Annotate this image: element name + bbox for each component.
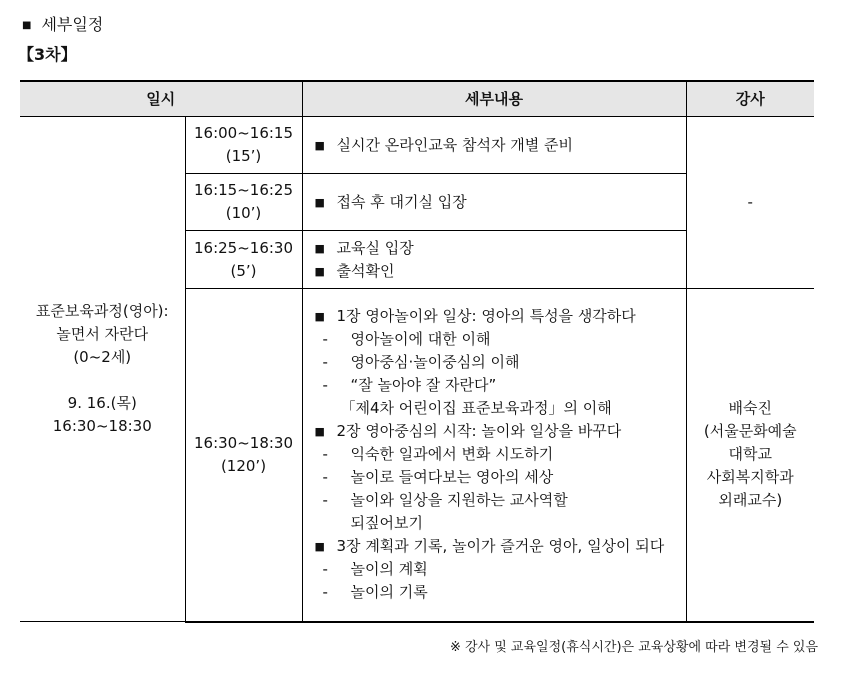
- course-name-line2: 놀면서 자란다: [56, 325, 149, 343]
- instructor-affiliation-3: 사회복지학과: [706, 468, 794, 487]
- list-item: ■ 교육실 입장: [315, 237, 678, 260]
- list-item: - 영아중심·놀이중심의 이해: [315, 351, 678, 374]
- instructor-affiliation-2: 대학교: [728, 445, 772, 464]
- header-details: 세부내용: [302, 81, 686, 117]
- time-duration: (15’): [225, 147, 262, 165]
- time-range: 16:15~16:25: [193, 181, 294, 199]
- header-datetime: 일시: [20, 81, 302, 117]
- course-time: 16:30~18:30: [52, 417, 152, 435]
- table-row: [20, 117, 814, 174]
- table-header-row: [20, 81, 814, 117]
- instructor-affiliation-1: (서울문화예술: [703, 422, 797, 441]
- list-item-continuation: 「제4차 어린이집 표준보육과정」의 이해: [340, 399, 612, 418]
- time-duration: (120’): [220, 456, 267, 475]
- instructor-affiliation-4: 외래교수): [718, 491, 783, 510]
- time-range: 16:25~16:30: [193, 238, 294, 257]
- schedule-table: [20, 80, 814, 623]
- course-cell: [20, 117, 185, 622]
- instructor-name: 배숙진: [728, 399, 772, 418]
- chapter-1-title: ■ 1장 영아놀이와 일상: 영아의 특성을 생각하다: [315, 305, 678, 328]
- list-item: ■ 출석확인: [315, 260, 678, 283]
- header-instructor: 강사: [686, 81, 814, 117]
- square-bullet-icon: ■: [22, 20, 32, 31]
- course-name-line1: 표준보육과정(영아):: [35, 302, 169, 320]
- instructor-cell-top: -: [686, 117, 814, 289]
- list-item-continuation: 되짚어보기: [350, 514, 423, 533]
- time-cell: [185, 117, 302, 174]
- list-item: ■ 접속 후 대기실 입장: [315, 191, 678, 214]
- course-date: 9. 16.(목): [67, 394, 137, 412]
- footnote: ※ 강사 및 교육일정(휴식시간)은 교육상황에 따라 변경될 수 있음: [449, 640, 818, 655]
- time-duration: (10’): [225, 204, 262, 222]
- chapter-2-title: ■ 2장 영아중심의 시작: 놀이와 일상을 바꾸다: [315, 420, 678, 443]
- list-item: - 영아놀이에 대한 이해: [315, 328, 678, 351]
- instructor-cell: [686, 289, 814, 622]
- list-item: - 놀이로 들여다보는 영아의 세상: [315, 466, 678, 489]
- time-cell: [185, 289, 302, 622]
- list-item: - 놀이의 계획: [315, 558, 678, 581]
- chapter-3-title: ■ 3장 계획과 기록, 놀이가 즐거운 영아, 일상이 되다: [315, 535, 678, 558]
- round-label: 【3차】: [18, 45, 77, 64]
- detail-cell: [302, 174, 686, 231]
- time-cell: [185, 174, 302, 231]
- section-title: 세부일정: [41, 15, 104, 34]
- detail-cell: [302, 289, 686, 622]
- time-duration: (5’): [230, 261, 257, 280]
- time-range: 16:00~16:15: [193, 124, 294, 142]
- list-item: - 놀이와 일상을 지원하는 교사역할: [315, 489, 678, 512]
- list-item: - 놀이의 기록: [315, 581, 678, 604]
- list-item: ■ 실시간 온라인교육 참석자 개별 준비: [315, 134, 678, 157]
- time-cell: [185, 231, 302, 289]
- list-item: - “잘 놀아야 잘 자란다”: [315, 374, 678, 397]
- course-age: (0~2세): [73, 348, 132, 366]
- time-range: 16:30~18:30: [193, 433, 294, 452]
- detail-cell: [302, 117, 686, 174]
- list-item: - 익숙한 일과에서 변화 시도하기: [315, 443, 678, 466]
- detail-cell: [302, 231, 686, 289]
- section-heading: [22, 14, 103, 37]
